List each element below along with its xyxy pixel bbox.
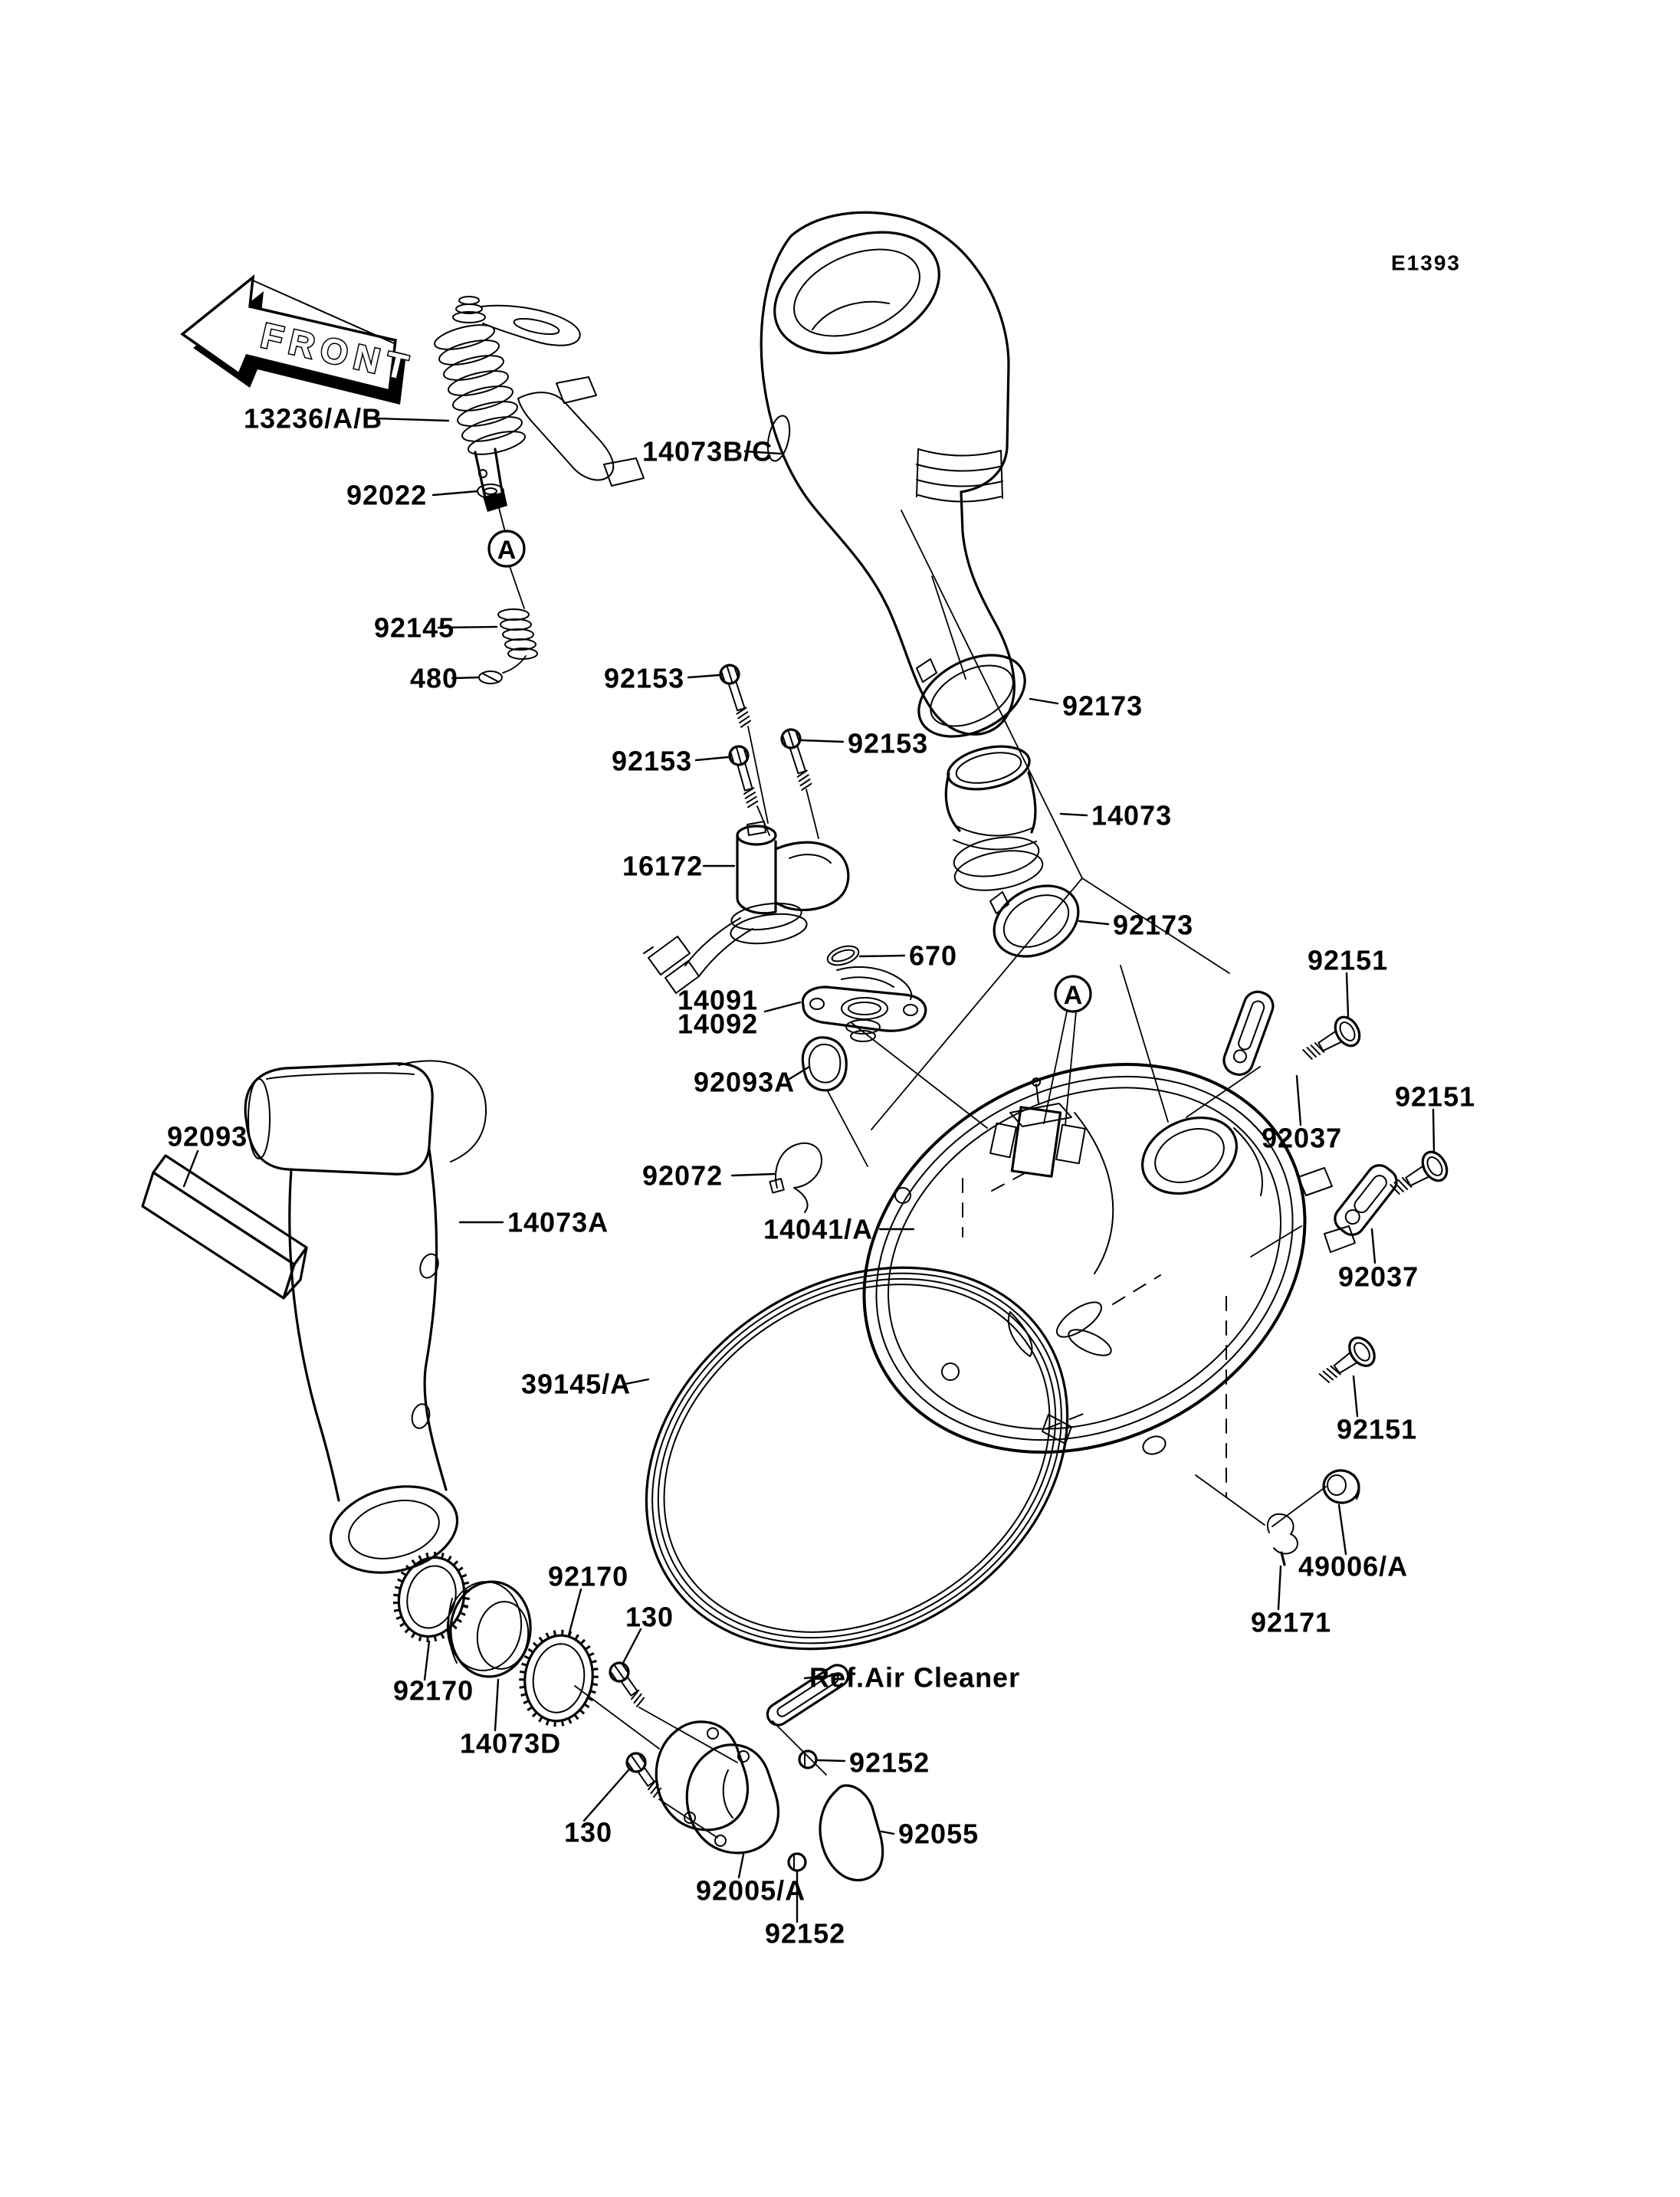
leader-lines: [184, 418, 1434, 1922]
part-label-seal-92173-2: 92173: [1113, 909, 1194, 941]
part-label-clamp-92072: 92072: [642, 1159, 724, 1192]
pump-cover-92005-drawing: [656, 1722, 778, 1853]
ball-92152-2-drawing: [789, 1854, 806, 1871]
part-label-bolt-92151-2: 92151: [1395, 1080, 1476, 1113]
gasket-92055-drawing: [820, 1785, 883, 1881]
part-label-ball-92152-1: 92152: [849, 1746, 930, 1779]
part-label-plug-49006: 49006/A: [1298, 1550, 1409, 1582]
oring-670-drawing: [825, 943, 861, 969]
part-label-bolt-92151-1: 92151: [1308, 944, 1389, 976]
part-label-ref-air-cleaner: Ref.Air Cleaner: [809, 1661, 1021, 1694]
detail-marker-a-top: [489, 531, 524, 566]
part-label-oil-pump: 16172: [622, 850, 704, 882]
plug-49006-drawing: [1321, 1467, 1362, 1505]
part-label-bolt-92151-3: 92151: [1337, 1413, 1418, 1445]
bolt-92153-1-drawing: [718, 663, 755, 728]
part-label-spring: 92145: [374, 612, 455, 644]
part-label-belt: 39145/A: [521, 1368, 632, 1400]
cable-tie-drawing: [769, 1143, 822, 1212]
gasket-92093a-drawing: [802, 1038, 846, 1090]
part-label-bolt-92153-2: 92153: [612, 745, 693, 777]
svg-text:A: A: [1063, 981, 1083, 1010]
clip-92171-drawing: [1268, 1514, 1298, 1565]
part-label-gasket-92093a: 92093A: [694, 1066, 796, 1098]
page-code: E1393: [1391, 251, 1461, 275]
oil-pump-drawing: [644, 821, 848, 993]
front-direction-arrow: [182, 277, 418, 405]
bolt-92151-1-drawing: [1298, 1013, 1364, 1069]
flange-drawing: [802, 967, 925, 1041]
part-label-duct-top: 14073B/C: [642, 435, 773, 467]
bolt-92153-2-drawing: [727, 744, 762, 808]
part-label-bolt-92153-3: 92153: [848, 727, 929, 759]
part-label-foam-92093: 92093: [167, 1120, 248, 1153]
part-label-gasket-92055: 92055: [898, 1818, 979, 1850]
hose-14073-drawing: [944, 739, 1046, 896]
foam-damper-drawing: [143, 1156, 307, 1298]
part-label-flange-14091: 14091: [678, 984, 759, 1016]
part-label-washer: 92022: [346, 479, 428, 511]
part-label-clamp-92170-1: 92170: [548, 1560, 629, 1592]
part-label-strap-92037-2: 92037: [1338, 1261, 1419, 1293]
part-label-strap-92037-1: 92037: [1262, 1122, 1343, 1154]
svg-text:A: A: [497, 536, 517, 565]
part-label-boot-14073d: 14073D: [460, 1727, 562, 1759]
part-label-shock-absorber: 13236/A/B: [244, 402, 383, 434]
ring-480-drawing: [479, 671, 502, 684]
boot-14073d-drawing: [443, 1578, 535, 1681]
part-label-ring-480: 480: [410, 662, 459, 694]
part-label-flange-14092: 14092: [678, 1008, 759, 1040]
part-label-oring-670: 670: [909, 939, 958, 972]
bolt-130-1-drawing: [606, 1659, 648, 1709]
strap-92037-1-drawing: [1220, 988, 1277, 1078]
strap-92037-2-drawing: [1330, 1160, 1401, 1239]
bolt-92153-3-drawing: [779, 727, 816, 792]
part-label-bolt-92153-1: 92153: [604, 662, 685, 694]
air-duct-left-drawing: [245, 1061, 486, 1585]
part-label-converter-cover: 14041/A: [763, 1213, 874, 1245]
part-label-bolt-130-2: 130: [564, 1816, 613, 1848]
part-label-clip-92171: 92171: [1251, 1606, 1332, 1638]
ball-92152-1-drawing: [799, 1751, 816, 1768]
part-label-pump-cover-92005: 92005/A: [696, 1874, 806, 1907]
part-label-seal-92173-1: 92173: [1062, 690, 1144, 722]
air-duct-top-drawing: [756, 209, 1014, 734]
shock-absorber-drawing: [432, 297, 644, 512]
part-label-clamp-92170-2: 92170: [393, 1674, 474, 1707]
bolt-92151-3-drawing: [1314, 1333, 1380, 1392]
part-label-bolt-130-1: 130: [625, 1601, 674, 1633]
detail-marker-a-cover: [1055, 976, 1091, 1012]
part-number-labels: [167, 403, 1475, 1949]
part-label-ball-92152-2: 92152: [765, 1917, 846, 1949]
part-label-duct-left: 14073A: [507, 1206, 609, 1238]
converter-cover-drawing: [796, 989, 1373, 1527]
front-label: FRONT: [257, 315, 418, 389]
spring-92145-drawing: [498, 609, 537, 659]
part-label-hose-14073: 14073: [1091, 799, 1173, 831]
drive-belt-drawing: [574, 1190, 1140, 1727]
